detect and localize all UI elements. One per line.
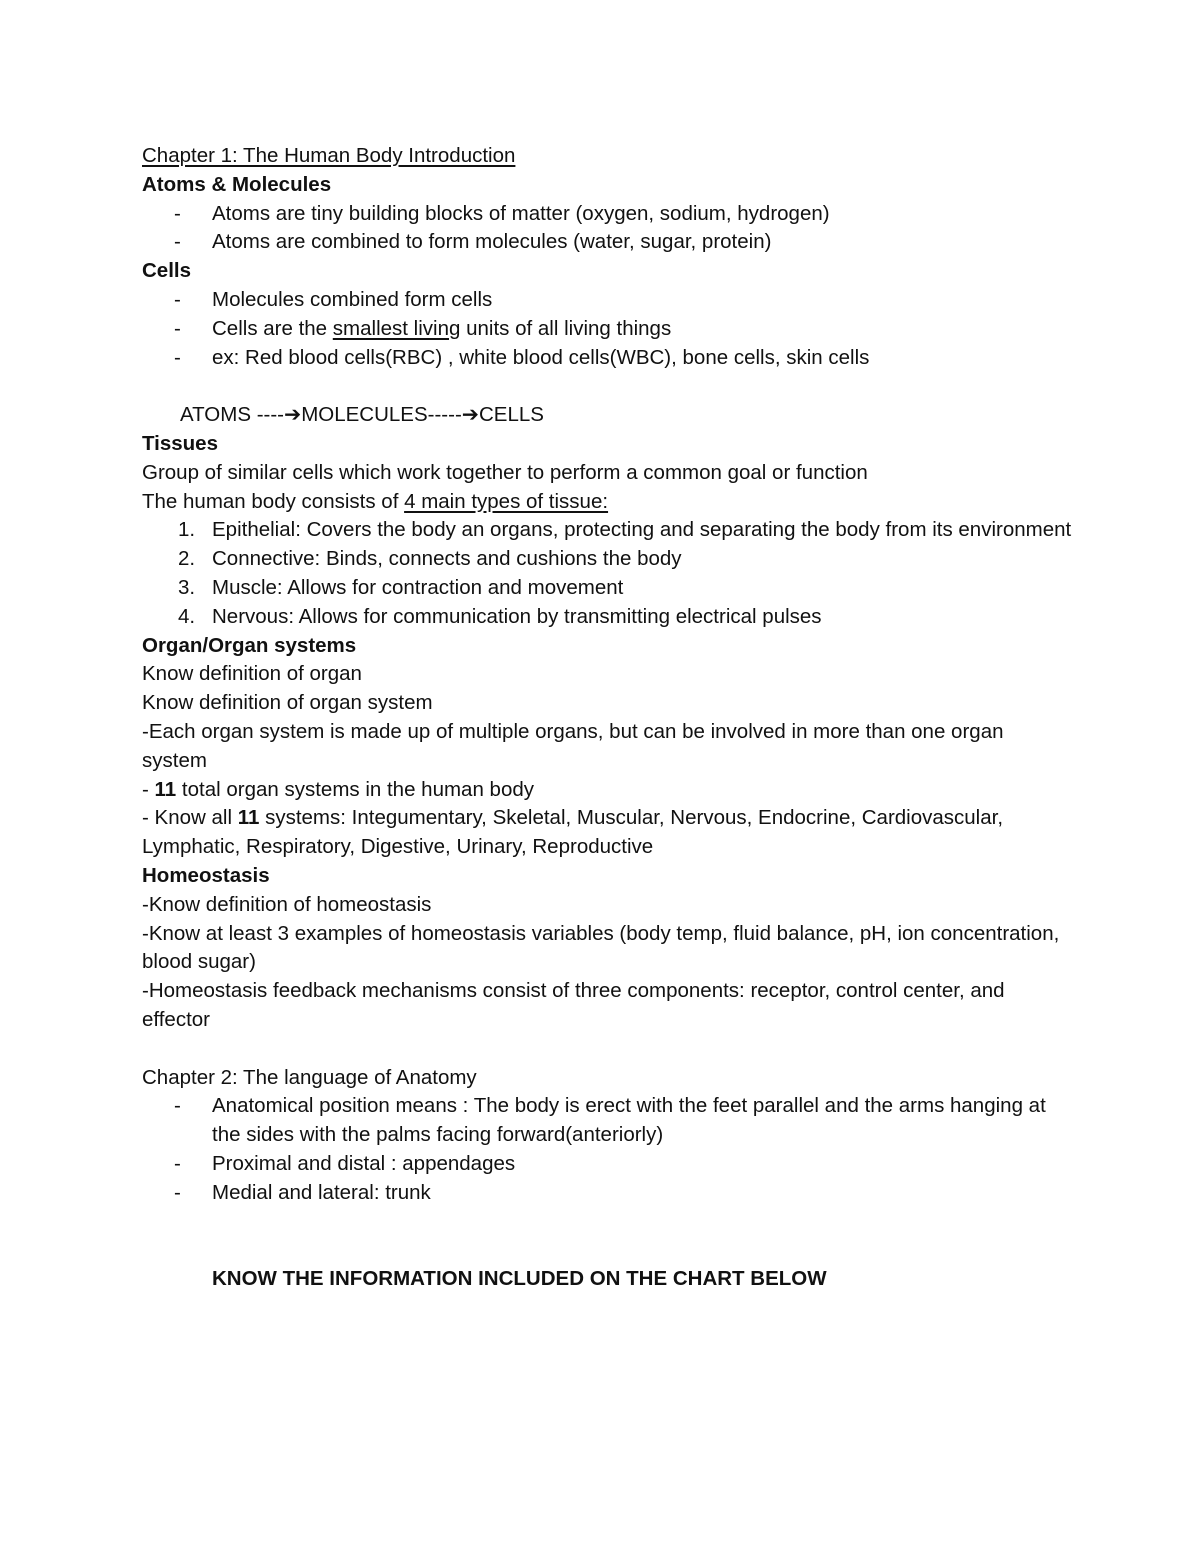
dash-bullet: - <box>174 287 181 311</box>
dash-bullet: - <box>174 230 181 254</box>
numbered-item <box>142 603 1072 632</box>
flow-cells: CELLS <box>478 403 544 427</box>
chapter-1-title: Chapter 1: The Human Body Introduction <box>142 144 516 167</box>
numbered-item <box>142 545 1072 574</box>
organ-line: -Each organ system is made up of multiple organs, but can be involved in more than one organ system <box>142 719 1004 772</box>
flow-atoms: ATOMS ---- <box>180 403 285 427</box>
list-item-text: ex: Red blood cells(RBC) , white blood cells(WBC), bone cells, skin cells <box>212 345 870 369</box>
document-body <box>142 142 1072 1294</box>
list-item <box>142 344 1072 373</box>
cells-heading: Cells <box>142 259 191 283</box>
numbered-item <box>142 574 1072 603</box>
numbered-item-text: Epithelial: Covers the body an organs, protecting and separating the body from its environment <box>212 518 1072 542</box>
list-item <box>142 1179 1072 1208</box>
organ-line: Know definition of organ <box>142 662 362 686</box>
atoms-heading: Atoms & Molecules <box>142 172 332 196</box>
list-item <box>142 1150 1072 1179</box>
homeostasis-heading: Homeostasis <box>142 863 270 887</box>
arrow-right-icon: ➔ <box>284 403 302 427</box>
organ-line-pre: - Know all <box>142 806 238 830</box>
dash-bullet: - <box>174 1180 181 1204</box>
list-item <box>142 286 1072 315</box>
list-item-text: Medial and lateral: trunk <box>212 1180 431 1204</box>
spacer <box>142 1035 1072 1064</box>
organ-heading: Organ/Organ systems <box>142 633 357 657</box>
dash-bullet: - <box>174 316 181 340</box>
know-chart-note: KNOW THE INFORMATION INCLUDED ON THE CHART BELOW <box>212 1267 827 1291</box>
list-item-text: Atoms are tiny building blocks of matter (oxygen, sodium, hydrogen) <box>212 201 830 225</box>
organ-line-post: systems: Integumentary, Skeletal, Muscular, Nervous, Endocrine, Cardiovascular, Lymphatic, Respiratory, Digestive, Urinary, Reproductive <box>142 806 1004 859</box>
dash-bullet: - <box>174 201 181 225</box>
item-number: 2. <box>178 547 196 571</box>
numbered-item-text: Connective: Binds, connects and cushions the body <box>212 547 682 571</box>
list-item <box>142 200 1072 229</box>
list-item-text: Molecules combined form cells <box>212 287 493 311</box>
homeostasis-line: -Know at least 3 examples of homeostasis variables (body temp, fluid balance, pH, ion concentration, blood sugar) <box>142 921 1060 974</box>
tissues-definition: Group of similar cells which work together to perform a common goal or function <box>142 460 868 484</box>
organ-line <box>142 776 1072 805</box>
organ-count: 11 <box>237 806 260 830</box>
list-item-text: Anatomical position means : The body is erect with the feet parallel and the arms hanging at the sides with the palms facing forward(anteriorly) <box>212 1094 1046 1147</box>
underlined-phrase: smallest living <box>332 316 461 340</box>
homeostasis-line: -Homeostasis feedback mechanisms consist of three components: receptor, control center, and effector <box>142 979 1005 1031</box>
organ-count: 11 <box>154 777 177 801</box>
numbered-item-text: Muscle: Allows for contraction and movement <box>212 575 624 599</box>
flow-molecules: MOLECULES----- <box>301 403 462 427</box>
tissues-intro-text: The human body consists of <box>142 489 405 513</box>
list-item-text: Atoms are combined to form molecules (water, sugar, protein) <box>212 230 772 254</box>
spacer <box>142 1207 1072 1265</box>
organ-line-post: total organ systems in the human body <box>176 777 535 801</box>
dash-bullet: - <box>174 1151 181 1175</box>
chapter-2-title: Chapter 2: The language of Anatomy <box>142 1065 477 1089</box>
numbered-item <box>142 516 1072 545</box>
item-number: 4. <box>178 604 196 628</box>
underlined-phrase: 4 main types of tissue: <box>404 489 609 513</box>
organ-line <box>142 804 1072 862</box>
tissues-intro <box>142 488 1072 517</box>
organ-line-pre: - <box>142 777 155 801</box>
list-item <box>142 315 1072 344</box>
arrow-right-icon: ➔ <box>461 403 479 427</box>
item-number: 3. <box>178 575 196 599</box>
list-item-text-pre: Cells are the <box>212 316 333 340</box>
dash-bullet: - <box>174 1094 181 1118</box>
atoms-molecules-cells-flow <box>142 401 1072 430</box>
list-item <box>142 228 1072 257</box>
list-item <box>142 1092 1072 1150</box>
homeostasis-line: -Know definition of homeostasis <box>142 892 432 916</box>
tissues-heading: Tissues <box>142 431 218 455</box>
numbered-item-text: Nervous: Allows for communication by transmitting electrical pulses <box>212 604 822 628</box>
list-item-text-post: units of all living things <box>460 316 672 340</box>
organ-line: Know definition of organ system <box>142 691 433 715</box>
item-number: 1. <box>178 518 196 542</box>
list-item-text: Proximal and distal : appendages <box>212 1151 516 1175</box>
dash-bullet: - <box>174 345 181 369</box>
